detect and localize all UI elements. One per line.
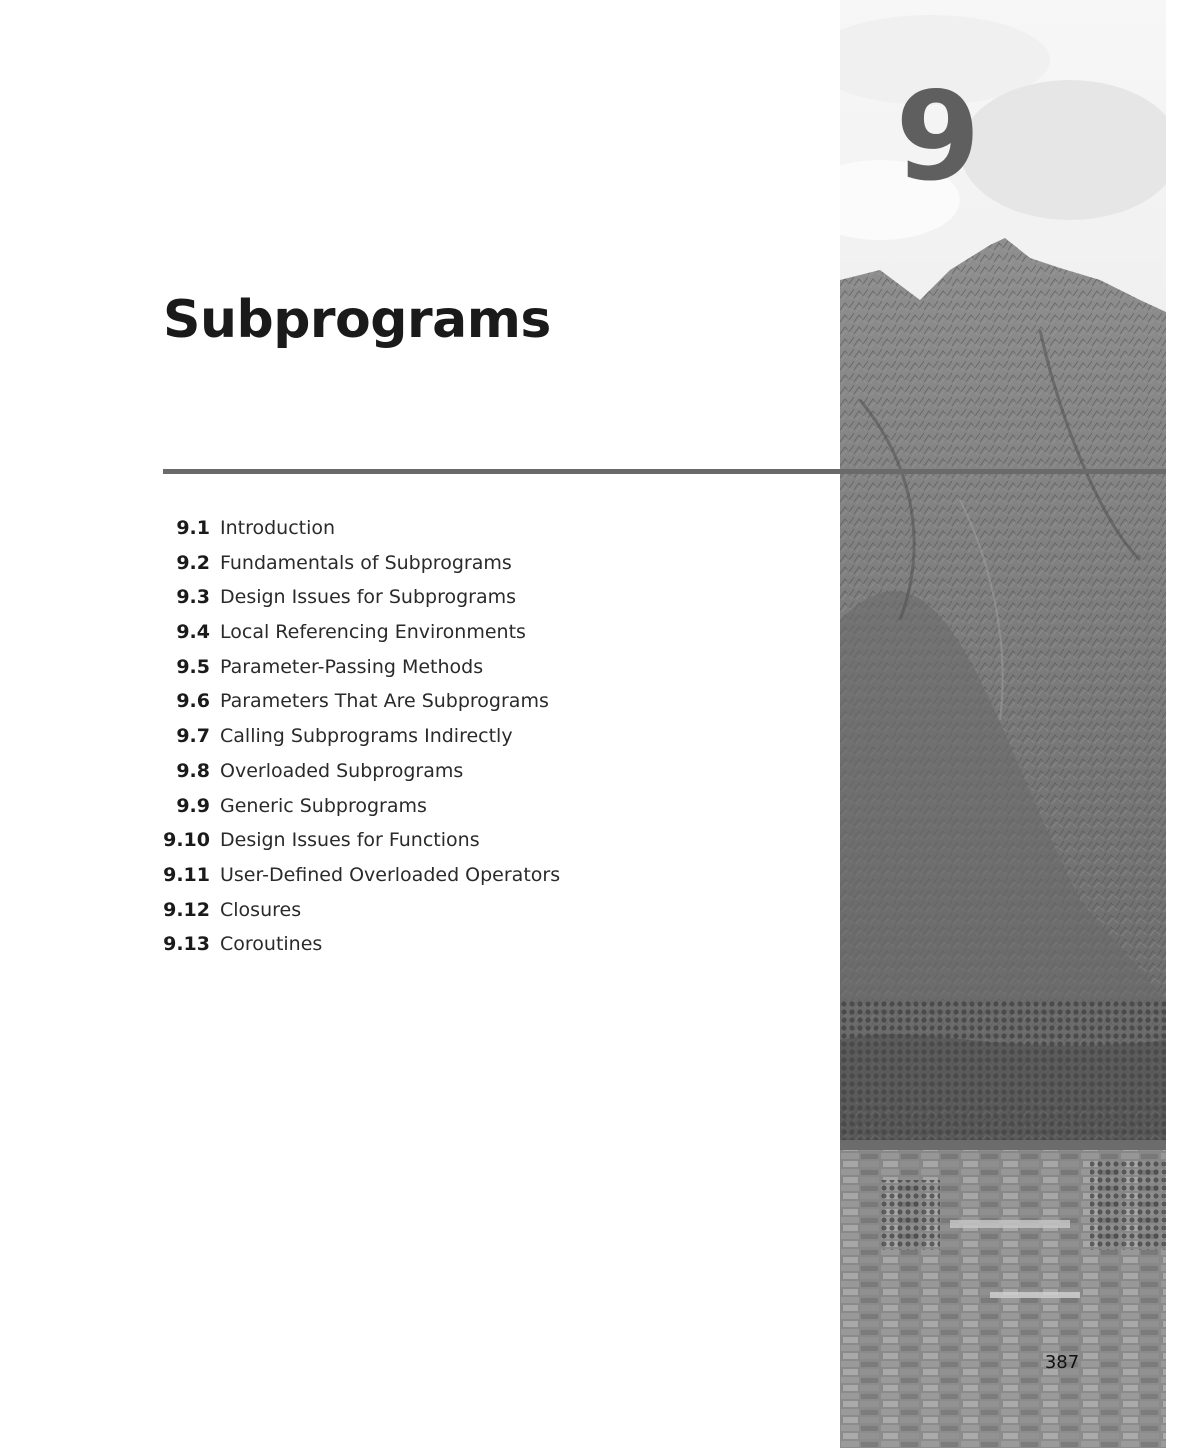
toc-item [150, 552, 560, 587]
toc-item [150, 760, 560, 795]
chapter-title: Subprograms [163, 290, 551, 350]
toc-item [150, 795, 560, 830]
toc-section-number: 9.4 [176, 621, 210, 644]
toc-item [150, 899, 560, 934]
toc-section-number: 9.3 [176, 586, 210, 609]
toc-section-number: 9.9 [176, 794, 210, 817]
toc-section-number: 9.1 [176, 517, 210, 539]
toc-section-title: Design Issues for Functions [220, 829, 480, 852]
toc-section-number: 9.7 [176, 725, 210, 748]
toc-item [150, 690, 560, 725]
toc-item [150, 517, 560, 552]
toc-section-number: 9.2 [176, 551, 210, 574]
toc-section-title: User-Defined Overloaded Operators [220, 863, 561, 886]
toc-section-title: Parameters That Are Subprograms [220, 690, 549, 713]
toc-item [150, 829, 560, 864]
chapter-number: 9 [895, 66, 981, 208]
mountain-landscape-image [840, 0, 1166, 1448]
toc-section-title: Closures [220, 898, 302, 921]
toc-item [150, 621, 560, 656]
toc-section-number: 9.8 [176, 759, 210, 782]
chapter-contents-list [150, 517, 560, 968]
toc-section-title: Parameter-Passing Methods [220, 655, 484, 678]
chapter-photo-mountains [840, 0, 1166, 1448]
toc-item [150, 864, 560, 899]
toc-item [150, 725, 560, 760]
toc-section-number: 9.5 [176, 655, 210, 678]
title-divider [163, 469, 1166, 474]
toc-item [150, 586, 560, 621]
toc-section-title: Local Referencing Environments [220, 621, 526, 644]
toc-section-title: Fundamentals of Subprograms [220, 551, 512, 574]
toc-section-title: Design Issues for Subprograms [220, 586, 517, 609]
toc-item [150, 933, 560, 968]
toc-section-title: Overloaded Subprograms [220, 759, 464, 782]
toc-section-title: Generic Subprograms [220, 794, 427, 817]
toc-section-number: 9.10 [163, 829, 210, 852]
toc-section-number: 9.6 [176, 690, 210, 713]
page-number: 387 [1044, 1352, 1080, 1373]
toc-section-title: Coroutines [220, 933, 323, 956]
toc-item [150, 656, 560, 691]
toc-section-title: Introduction [220, 517, 336, 539]
toc-section-number: 9.13 [163, 933, 210, 956]
toc-section-number: 9.12 [163, 898, 210, 921]
toc-section-title: Calling Subprograms Indirectly [220, 725, 513, 748]
toc-section-number: 9.11 [163, 863, 210, 886]
